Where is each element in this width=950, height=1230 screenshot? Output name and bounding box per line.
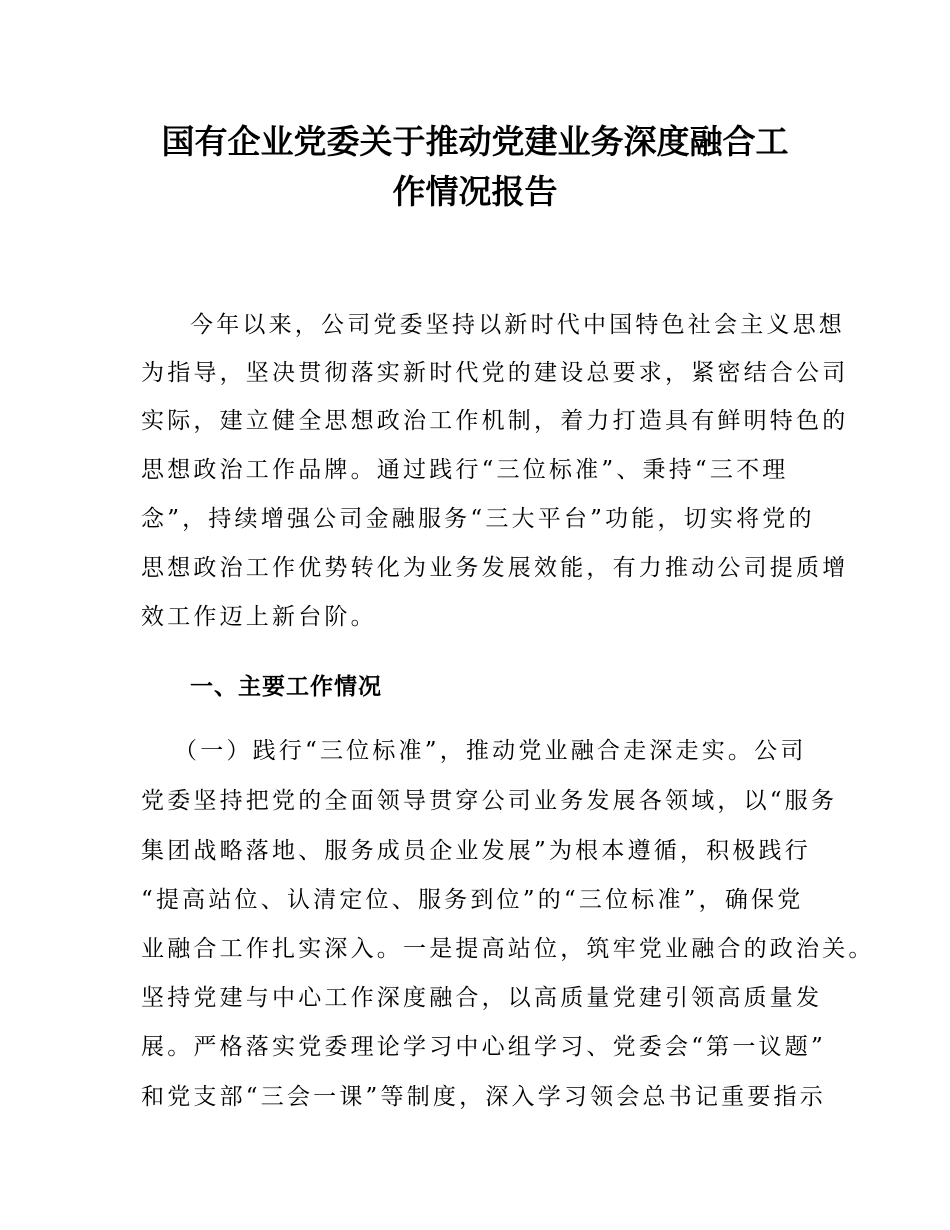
paragraph-line: 坚持党建与中心工作深度融合，以高质量党建引领高质量发 [141, 985, 823, 1011]
paragraph-line: 思想政治工作品牌。通过践行“三位标准”、秉持“三不理 [141, 457, 789, 483]
paragraph-line: 念”，持续增强公司金融服务“三大平台”功能，切实将党的 [141, 506, 815, 532]
paragraph-line: 为指导，坚决贯彻落实新时代党的建设总要求，紧密结合公司 [141, 360, 849, 386]
paragraph-line: 业融合工作扎实深入。一是提高站位，筑牢党业融合的政治关。 [141, 936, 875, 962]
paragraph-line: 效工作迈上新台阶。 [141, 604, 377, 630]
paragraph-line: 今年以来，公司党委坚持以新时代中国特色社会主义思想 [190, 312, 845, 338]
paragraph-line: 实际，建立健全思想政治工作机制，着力打造具有鲜明特色的 [141, 408, 849, 434]
paragraph-line: 集团战略落地、服务成员企业发展”为根本遵循，积极践行 [141, 838, 811, 864]
paragraph-line: 思想政治工作优势转化为业务发展效能，有力推动公司提质增 [141, 555, 849, 581]
paragraph-line: 党委坚持把党的全面领导贯穿公司业务发展各领域，以“服务 [141, 788, 838, 814]
paragraph-line: （一）践行“三位标准”，推动党业融合走深走实。公司 [174, 738, 807, 764]
document-title-line-2: 作情况报告 [392, 172, 558, 211]
section-heading: 一、主要工作情况 [190, 674, 382, 700]
paragraph-line: “提高站位、认清定位、服务到位”的“三位标准”，确保党 [141, 887, 804, 913]
paragraph-line: 展。严格落实党委理论学习中心组学习、党委会“第一议题” [141, 1034, 826, 1060]
document-title-line-1: 国有企业党委关于推动党建业务深度融合工 [161, 122, 789, 161]
paragraph-line: 和党支部“三会一课”等制度，深入学习领会总书记重要指示 [141, 1084, 826, 1110]
